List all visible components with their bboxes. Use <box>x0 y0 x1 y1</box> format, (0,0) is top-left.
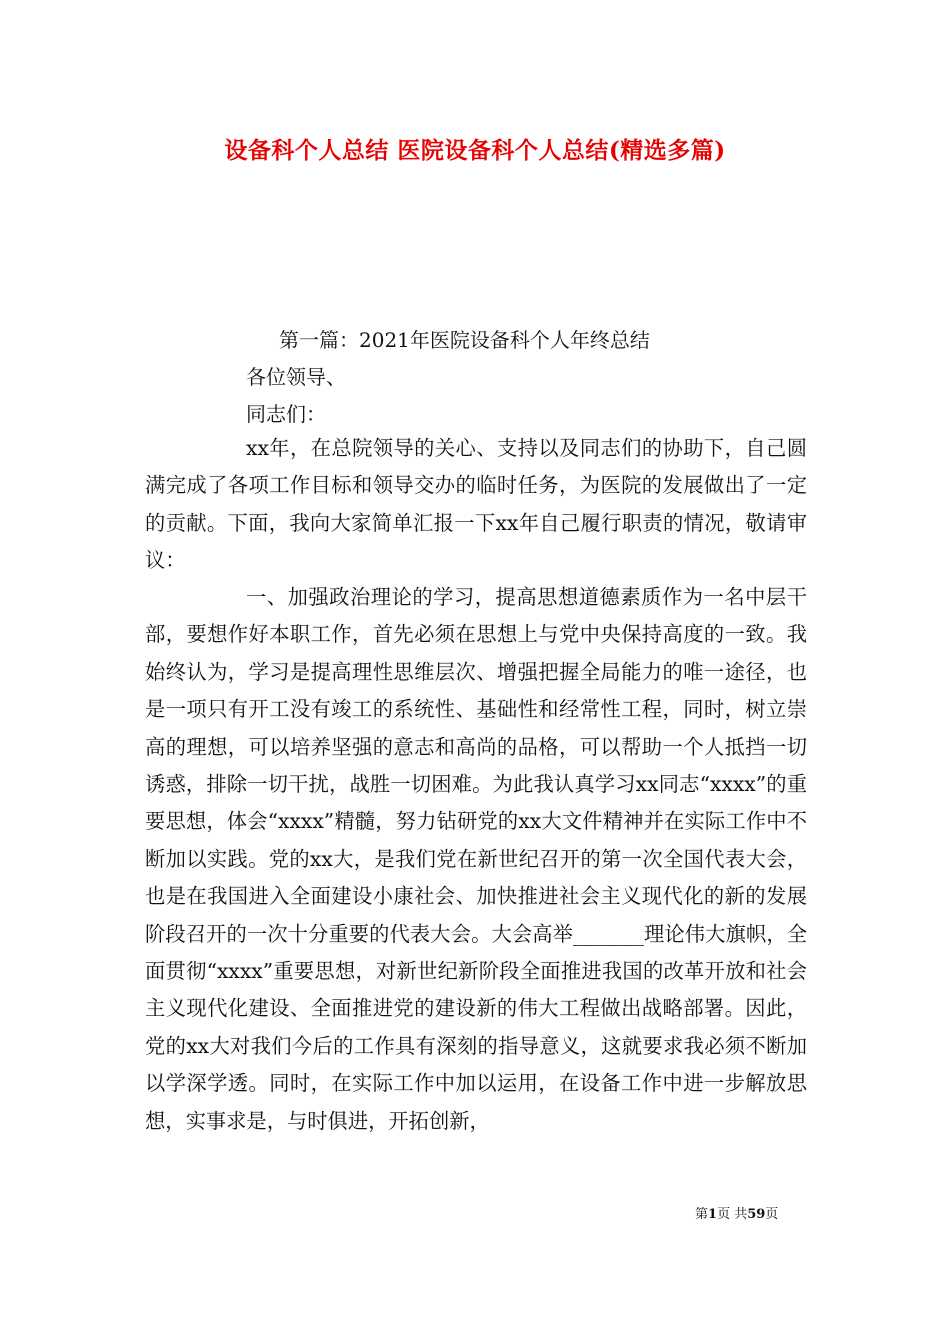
salutation-leaders: 各位领导、 <box>246 365 346 389</box>
salutation-comrades: 同志们： <box>246 402 326 426</box>
section-heading: 第一篇：2021年医院设备科个人年终总结 <box>279 328 650 352</box>
footer-suffix: 页 <box>765 1207 779 1222</box>
footer-page-number: 1 <box>708 1207 718 1222</box>
page-footer <box>695 1203 778 1222</box>
document-title: 设备科个人总结 医院设备科个人总结(精选多篇) <box>224 137 726 164</box>
footer-prefix: 第 <box>695 1207 709 1222</box>
footer-total-pages: 59 <box>747 1207 766 1222</box>
body-paragraph-2: 一、加强政治理论的学习，提高思想道德素质作为一名中层干部，要想作好本职工作，首先必须在思想上与党中央保持高度的一致。我始终认为，学习是提高理性思维层次、增强把握全局能力的唯一途径，也是一项只有开工没有竣工的系统性、基础性和经常性工程，同时，树立崇高的理想，可以培养坚强的意志和高尚的品格，可以帮助一个人抵挡一切诱惑，排除一切干扰，战胜一切困难。为此我认真学习xx同志“xxxx”的重要思想，体会“xxxx”精髓，努力钻研党的xx大文件精神并在实际工作中不断加以实践。党的xx大，是我们党在新世纪召开的第一次全国代表大会，也是在我国进入全面建设小康社会、加快推进社会主义现代化的新的发展阶段召开的一次十分重要的代表大会。大会高举_______理论伟大旗帜，全面贯彻“xxxx”重要思想，对新世纪新阶段全面推进我国的改革开放和社会主义现代化建设、全面推进党的建设新的伟大工程做出战略部署。因此，党的xx大对我们今后的工作具有深刻的指导意义，这就要求我必须不断加以学深学透。同时，在实际工作中加以运用，在设备工作中进一步解放思想，实事求是，与时俱进，开拓创新， <box>145 585 807 1133</box>
footer-middle: 页 共 <box>717 1207 748 1222</box>
body-paragraph-1: xx年，在总院领导的关心、支持以及同志们的协助下，自己圆满完成了各项工作目标和领导交办的临时任务，为医院的发展做出了一定的贡献。下面，我向大家简单汇报一下xx年自己履行职责的情况，敬请审议： <box>145 436 807 573</box>
